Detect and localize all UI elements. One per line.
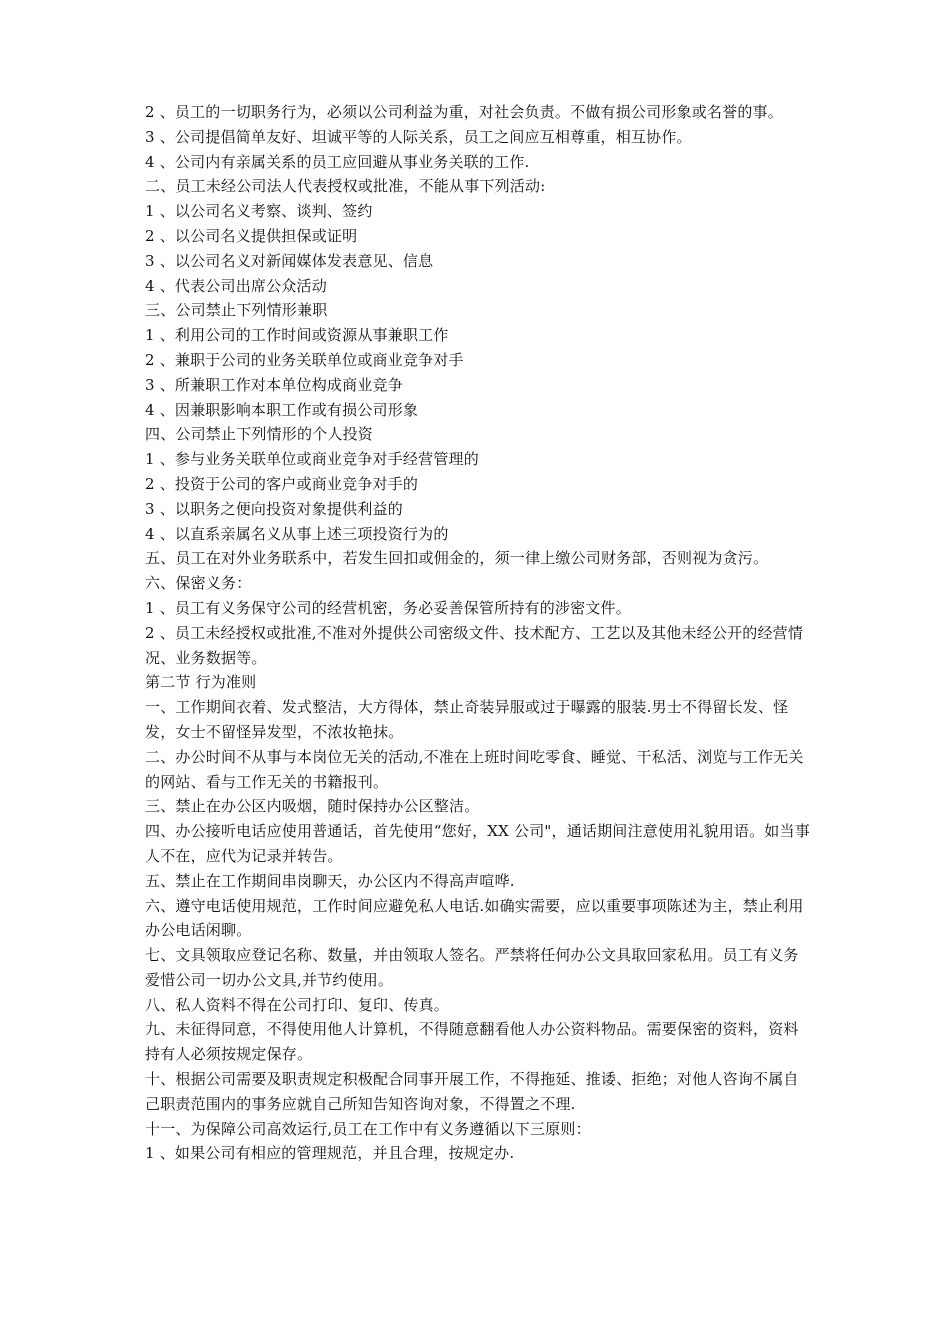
- paragraph-line: 二、办公时间不从事与本岗位无关的活动,不准在上班时间吃零食、睡觉、干私活、浏览与工作无关的网站、看与工作无关的书籍报刊。: [145, 747, 804, 791]
- paragraph-line: 1 、如果公司有相应的管理规范，并且合理，按规定办.: [145, 1144, 515, 1163]
- section-heading: 四、公司禁止下列情形的个人投资: [145, 425, 374, 444]
- paragraph-line: 3 、所兼职工作对本单位构成商业竞争: [145, 375, 403, 394]
- paragraph-line: 2 、员工的一切职务行为，必须以公司利益为重，对社会负责。不做有损公司形象或名誉的事。: [145, 103, 783, 121]
- paragraph-line: 3 、以职务之便向投资对象提供利益的: [145, 499, 403, 518]
- paragraph-line: 4 、代表公司出席公众活动: [145, 276, 327, 295]
- paragraph-line: 八、私人资料不得在公司打印、复印、传真。: [145, 995, 450, 1014]
- paragraph-line: 七、文具领取应登记名称、数量，并由领取人签名。严禁将任何办公文具取回家私用。员工有义务爱惜公司一切办公文具,并节约使用。: [145, 946, 799, 989]
- section-heading: 六、保密义务：: [145, 574, 252, 593]
- document-body: [145, 100, 813, 1166]
- paragraph-line: 一、工作期间衣着、发式整洁，大方得体，禁止奇装异服或过于曝露的服装.男士不得留长发、怪发，女士不留怪异发型，不浓妆艳抹。: [145, 698, 789, 741]
- paragraph-line: 3 、以公司名义对新闻媒体发表意见、信息: [145, 251, 434, 270]
- paragraph-line: 4 、因兼职影响本职工作或有损公司形象: [145, 400, 419, 419]
- paragraph-line: 2 、兼职于公司的业务关联单位或商业竞争对手: [145, 350, 464, 369]
- section-heading: 二、员工未经公司法人代表授权或批准，不能从事下列活动:: [145, 177, 546, 196]
- paragraph-line: 1 、参与业务关联单位或商业竞争对手经营管理的: [145, 450, 479, 469]
- paragraph-line: 4 、以直系亲属名义从事上述三项投资行为的: [145, 524, 449, 543]
- paragraph-line: 六、遵守电话使用规范，工作时间应避免私人电话.如确实需要，应以重要事项陈述为主，禁止利用办公电话闲聊。: [145, 896, 804, 940]
- paragraph-line: 1 、利用公司的工作时间或资源从事兼职工作: [145, 326, 449, 345]
- paragraph-line: 十、根据公司需要及职责规定积极配合同事开展工作，不得拖延、推诿、拒绝；对他人咨询不属自己职责范围内的事务应就自己所知告知咨询对象，不得置之不理.: [145, 1070, 799, 1113]
- paragraph-line: 2 、员工未经授权或批准,不准对外提供公司密级文件、技术配方、工艺以及其他未经公开的经营情况、业务数据等。: [145, 623, 804, 667]
- paragraph-line: 1 、员工有义务保守公司的经营机密，务必妥善保管所持有的涉密文件。: [145, 598, 631, 617]
- chapter-section-title: 第二节 行为准则: [145, 673, 257, 692]
- paragraph-line: 2 、以公司名义提供担保或证明: [145, 226, 358, 245]
- section-heading: 五、员工在对外业务联系中，若发生回扣或佣金的，须一律上缴公司财务部，否则视为贪污。: [145, 549, 769, 568]
- paragraph-line: 4 、公司内有亲属关系的员工应回避从事业务关联的工作.: [145, 152, 530, 171]
- section-heading: 十一、为保障公司高效运行,员工在工作中有义务遵循以下三原则：: [145, 1119, 591, 1138]
- paragraph-line: 2 、投资于公司的客户或商业竞争对手的: [145, 474, 419, 493]
- paragraph-line: 3 、公司提倡简单友好、坦诚平等的人际关系，员工之间应互相尊重，相互协作。: [145, 127, 692, 146]
- paragraph-line: 九、未征得同意，不得使用他人计算机，不得随意翻看他人办公资料物品。需要保密的资料，资料持有人必须按规定保存。: [145, 1020, 799, 1064]
- paragraph-line: 五、禁止在工作期间串岗聊天，办公区内不得高声喧哗.: [145, 871, 515, 890]
- paragraph-line: 四、办公接听电话应使用普通话，首先使用“您好，XX 公司"，通话期间注意使用礼貌用语。如当事人不在，应代为记录并转告。: [145, 822, 810, 865]
- paragraph-line: 1 、以公司名义考察、谈判、签约: [145, 202, 373, 221]
- paragraph-line: 三、禁止在办公区内吸烟，随时保持办公区整洁。: [145, 797, 480, 816]
- section-heading: 三、公司禁止下列情形兼职: [145, 301, 328, 320]
